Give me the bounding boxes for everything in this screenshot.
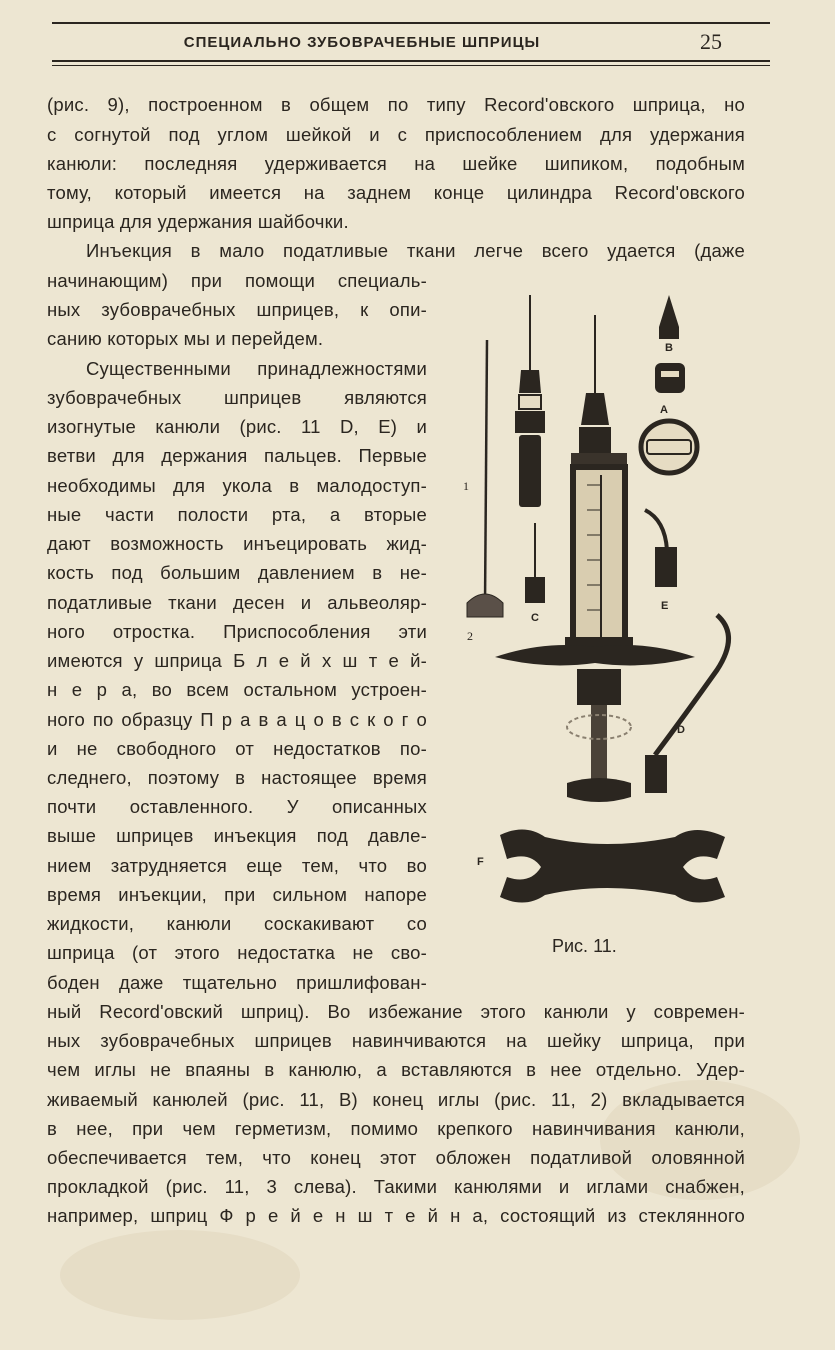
text-line: ных зубоврачебных шприцев навинчиваются на шейку шприца, при (47, 1030, 745, 1051)
text-line: выше шприцев инъекция под давле- (47, 825, 427, 846)
label-two: 2 (467, 629, 473, 643)
text-line: ные части полости рта, а вторые (47, 504, 427, 525)
cannula-with-needle (515, 295, 545, 507)
text-line: ветви для держания пальцев. Первые (47, 445, 427, 466)
text-line: (рис. 9), построенном в общем по типу Record'овского шприца, но (47, 94, 745, 115)
text-line: Существенными принадлежностями (86, 358, 427, 379)
text-line: ного по образцу П р а в а ц о в с к о г о (47, 709, 427, 730)
text-line: обеспечивается тем, что конец этот обложен податливой оловянной (47, 1147, 745, 1168)
label-e: E (661, 600, 669, 612)
text-line: нием затрудняется еще тем, что во (47, 855, 427, 876)
text-line: боден даже тщательно пришлифован- (47, 972, 427, 993)
text-line: с согнутой под углом шейкой и с приспособлением для удержания (47, 124, 745, 145)
cannula-d (645, 615, 729, 793)
needle-1 (467, 340, 503, 617)
header-rule-bottom (52, 60, 770, 62)
wrench-f (500, 829, 725, 902)
page-number: 25 (700, 29, 722, 54)
cannula-b (659, 295, 679, 339)
text-line: прокладкой (рис. 11, 3 слева). Такими канюлями и иглами снабжен, (47, 1176, 745, 1197)
cannula-c (525, 523, 545, 603)
label-c: C (531, 612, 539, 624)
text-line: изогнутые канюли (рис. 11 D, E) и (47, 416, 427, 437)
cannula-e (645, 510, 677, 587)
washer-a (655, 363, 685, 393)
text-line: шприца для удержания шайбочки. (47, 211, 349, 232)
text-line: Инъекция в мало податливые ткани легче всего удается (даже (86, 240, 745, 261)
text-line: следнего, поэтому в настоящее время (47, 767, 427, 788)
header-rule-top (52, 22, 770, 24)
text-line: ный Record'овский шприц). Во избежание этого канюли у современ- (47, 1001, 745, 1022)
text-line: ного отростка. Приспособления эти (47, 621, 427, 642)
label-d: D (677, 724, 685, 736)
text-line: податливые ткани десен и альвеоляр- (47, 592, 427, 613)
text-line: санию которых мы и перейдем. (47, 328, 324, 349)
text-line: ных зубоврачебных шприцев, к опи- (47, 299, 427, 320)
label-one: 1 (463, 479, 469, 493)
text-line: тому, который имеется на заднем конце цилиндра Record'овского (47, 182, 745, 203)
text-line: в нее, при чем герметизм, помимо крепкого навинчивания канюли, (47, 1118, 745, 1139)
gauge-disc (641, 421, 697, 473)
label-f: F (477, 856, 484, 868)
text-line: живаемый канюлей (рис. 11, B) конец иглы (рис. 11, 2) вкладывается (47, 1089, 745, 1110)
text-line: почти оставленного. У описанных (47, 796, 427, 817)
text-line: н е р а, во всем остальном устроен- (47, 679, 427, 700)
text-line: и не свободного от недостатков по- (47, 738, 427, 759)
figure-caption: Рис. 11. (552, 936, 617, 956)
text-line: необходимы для укола в малодоступ- (47, 475, 427, 496)
label-b: B (665, 342, 673, 354)
text-line: время инъекции, при сильном напоре (47, 884, 427, 905)
text-line: шприца (от этого недостатка не сво- (47, 942, 427, 963)
text-line: начинающим) при помощи специаль- (47, 270, 427, 291)
text-line: имеются у шприца Б л е й х ш т е й- (47, 650, 427, 671)
text-line: чем иглы не впаяны в канюлю, а вставляются в нее отдельно. Удер- (47, 1059, 745, 1080)
header-rule-bottom-thin (52, 65, 770, 66)
text-line: жидкости, канюли соскакивают со (47, 913, 427, 934)
text-line: например, шприц Ф р е й е н ш т е й н а, состоящий из стеклянного (47, 1205, 745, 1226)
label-a: A (660, 404, 668, 416)
syringe-figure (455, 285, 755, 925)
text-line: канюли: последняя удерживается на шейке шипиком, подобным (47, 153, 745, 174)
text-line: зубоврачебных шприцев являются (47, 387, 427, 408)
running-header: СПЕЦИАЛЬНО ЗУБОВРАЧЕБНЫЕ ШПРИЦЫ (183, 34, 541, 51)
text-line: дают возможность инъецировать жид- (47, 533, 427, 554)
text-line: кость под большим давлением в не- (47, 562, 427, 583)
